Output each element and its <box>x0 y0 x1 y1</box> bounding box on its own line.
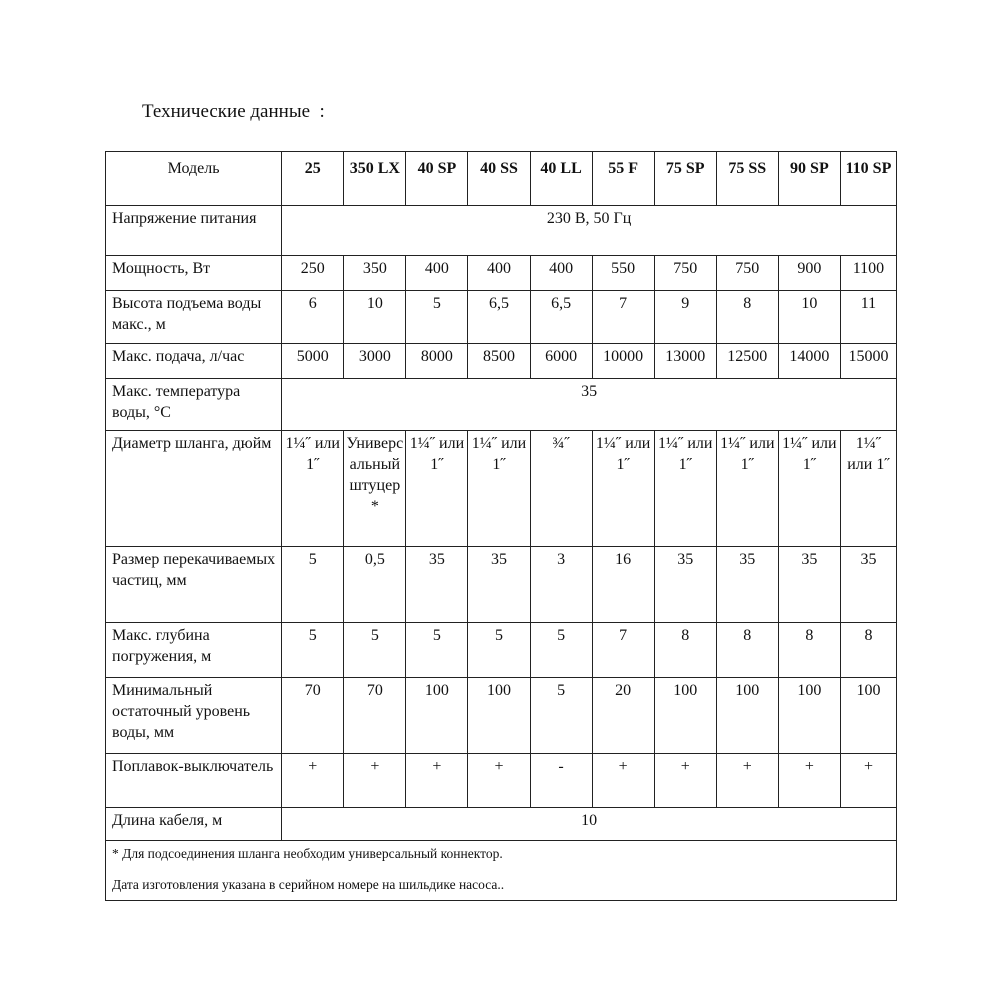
value-cell: 7 <box>592 623 654 678</box>
value-cell: 35 <box>406 547 468 623</box>
value-cell: + <box>592 754 654 808</box>
value-cell: 6,5 <box>530 291 592 344</box>
value-cell: ¾˝ <box>530 431 592 547</box>
row-label: Размер перекачиваемых частиц, мм <box>106 547 282 623</box>
table-row <box>106 431 897 547</box>
value-cell: 5 <box>406 623 468 678</box>
value-cell: 5 <box>468 623 530 678</box>
value-cell: 100 <box>654 678 716 754</box>
value-cell: 100 <box>406 678 468 754</box>
value-cell: 1¼˝ или 1˝ <box>778 431 840 547</box>
value-cell: 100 <box>840 678 896 754</box>
value-cell: 5000 <box>282 344 344 379</box>
value-cell: 400 <box>530 256 592 291</box>
table-row <box>106 379 897 431</box>
header-model-label: Модель <box>106 152 282 206</box>
header-model-9: 110 SP <box>840 152 896 206</box>
header-model-8: 90 SP <box>778 152 840 206</box>
value-cell: - <box>530 754 592 808</box>
value-cell: 35 <box>468 547 530 623</box>
footnote-connector: * Для подсоединения шланга необходим универсальный коннектор. <box>112 846 503 861</box>
merged-value-cell: 230 В, 50 Гц <box>282 206 897 256</box>
table-row <box>106 547 897 623</box>
value-cell: 10 <box>344 291 406 344</box>
table-row <box>106 206 897 256</box>
row-label: Макс. глубина погружения, м <box>106 623 282 678</box>
header-model-2: 40 SP <box>406 152 468 206</box>
value-cell: + <box>716 754 778 808</box>
table-row <box>106 678 897 754</box>
value-cell: + <box>406 754 468 808</box>
value-cell: 12500 <box>716 344 778 379</box>
table-row <box>106 344 897 379</box>
value-cell: 100 <box>778 678 840 754</box>
value-cell: 3000 <box>344 344 406 379</box>
row-label: Диаметр шланга, дюйм <box>106 431 282 547</box>
table-row <box>106 291 897 344</box>
value-cell: 5 <box>282 623 344 678</box>
value-cell: 8500 <box>468 344 530 379</box>
value-cell: 5 <box>530 678 592 754</box>
row-label: Высота подъема воды макс., м <box>106 291 282 344</box>
value-cell: 35 <box>840 547 896 623</box>
header-model-1: 350 LX <box>344 152 406 206</box>
value-cell: 16 <box>592 547 654 623</box>
value-cell: 350 <box>344 256 406 291</box>
header-model-7: 75 SS <box>716 152 778 206</box>
value-cell: 3 <box>530 547 592 623</box>
value-cell: 5 <box>282 547 344 623</box>
row-label: Поплавок-выключатель <box>106 754 282 808</box>
row-label: Макс. температура воды, °C <box>106 379 282 431</box>
row-label: Мощность, Вт <box>106 256 282 291</box>
merged-value-cell: 10 <box>282 808 897 841</box>
value-cell: 70 <box>344 678 406 754</box>
value-cell: 1¼˝ или 1˝ <box>840 431 896 547</box>
header-model-4: 40 LL <box>530 152 592 206</box>
row-label: Макс. подача, л/час <box>106 344 282 379</box>
table-row <box>106 808 897 841</box>
value-cell: Универсальный штуцер* <box>344 431 406 547</box>
value-cell: + <box>654 754 716 808</box>
value-cell: 7 <box>592 291 654 344</box>
table-row <box>106 623 897 678</box>
value-cell: 1¼˝ или 1˝ <box>654 431 716 547</box>
value-cell: + <box>468 754 530 808</box>
value-cell: 6 <box>282 291 344 344</box>
value-cell: 1¼˝ или 1˝ <box>468 431 530 547</box>
value-cell: 550 <box>592 256 654 291</box>
row-label: Минимальный остаточный уровень воды, мм <box>106 678 282 754</box>
value-cell: + <box>344 754 406 808</box>
header-model-3: 40 SS <box>468 152 530 206</box>
header-model-0: 25 <box>282 152 344 206</box>
value-cell: 6,5 <box>468 291 530 344</box>
notes-row <box>106 841 897 901</box>
value-cell: 1100 <box>840 256 896 291</box>
value-cell: + <box>840 754 896 808</box>
value-cell: 35 <box>654 547 716 623</box>
value-cell: 8 <box>840 623 896 678</box>
value-cell: + <box>282 754 344 808</box>
notes-cell <box>106 841 897 901</box>
value-cell: 9 <box>654 291 716 344</box>
table-row <box>106 754 897 808</box>
technical-data-table <box>105 151 897 901</box>
value-cell: 100 <box>468 678 530 754</box>
value-cell: 15000 <box>840 344 896 379</box>
value-cell: 70 <box>282 678 344 754</box>
value-cell: 1¼˝ или 1˝ <box>406 431 468 547</box>
value-cell: 0,5 <box>344 547 406 623</box>
value-cell: 8 <box>778 623 840 678</box>
row-label: Длина кабеля, м <box>106 808 282 841</box>
value-cell: 13000 <box>654 344 716 379</box>
footnote-manufacture-date: Дата изготовления указана в серийном номере на шильдике насоса.. <box>112 877 505 892</box>
value-cell: 8 <box>654 623 716 678</box>
value-cell: 1¼˝ или 1˝ <box>716 431 778 547</box>
header-row <box>106 152 897 206</box>
value-cell: 5 <box>344 623 406 678</box>
value-cell: 8000 <box>406 344 468 379</box>
value-cell: 400 <box>468 256 530 291</box>
row-label: Напряжение питания <box>106 206 282 256</box>
table-row <box>106 256 897 291</box>
value-cell: 10 <box>778 291 840 344</box>
value-cell: 20 <box>592 678 654 754</box>
value-cell: 100 <box>716 678 778 754</box>
value-cell: 10000 <box>592 344 654 379</box>
value-cell: 400 <box>406 256 468 291</box>
header-model-5: 55 F <box>592 152 654 206</box>
value-cell: 750 <box>654 256 716 291</box>
value-cell: + <box>778 754 840 808</box>
value-cell: 250 <box>282 256 344 291</box>
value-cell: 6000 <box>530 344 592 379</box>
value-cell: 1¼˝ или 1˝ <box>282 431 344 547</box>
value-cell: 35 <box>778 547 840 623</box>
page-title: Технические данные : <box>142 101 325 122</box>
header-model-6: 75 SP <box>654 152 716 206</box>
value-cell: 8 <box>716 623 778 678</box>
value-cell: 8 <box>716 291 778 344</box>
value-cell: 750 <box>716 256 778 291</box>
value-cell: 5 <box>530 623 592 678</box>
value-cell: 11 <box>840 291 896 344</box>
value-cell: 1¼˝ или 1˝ <box>592 431 654 547</box>
merged-value-cell: 35 <box>282 379 897 431</box>
value-cell: 14000 <box>778 344 840 379</box>
value-cell: 35 <box>716 547 778 623</box>
value-cell: 900 <box>778 256 840 291</box>
value-cell: 5 <box>406 291 468 344</box>
